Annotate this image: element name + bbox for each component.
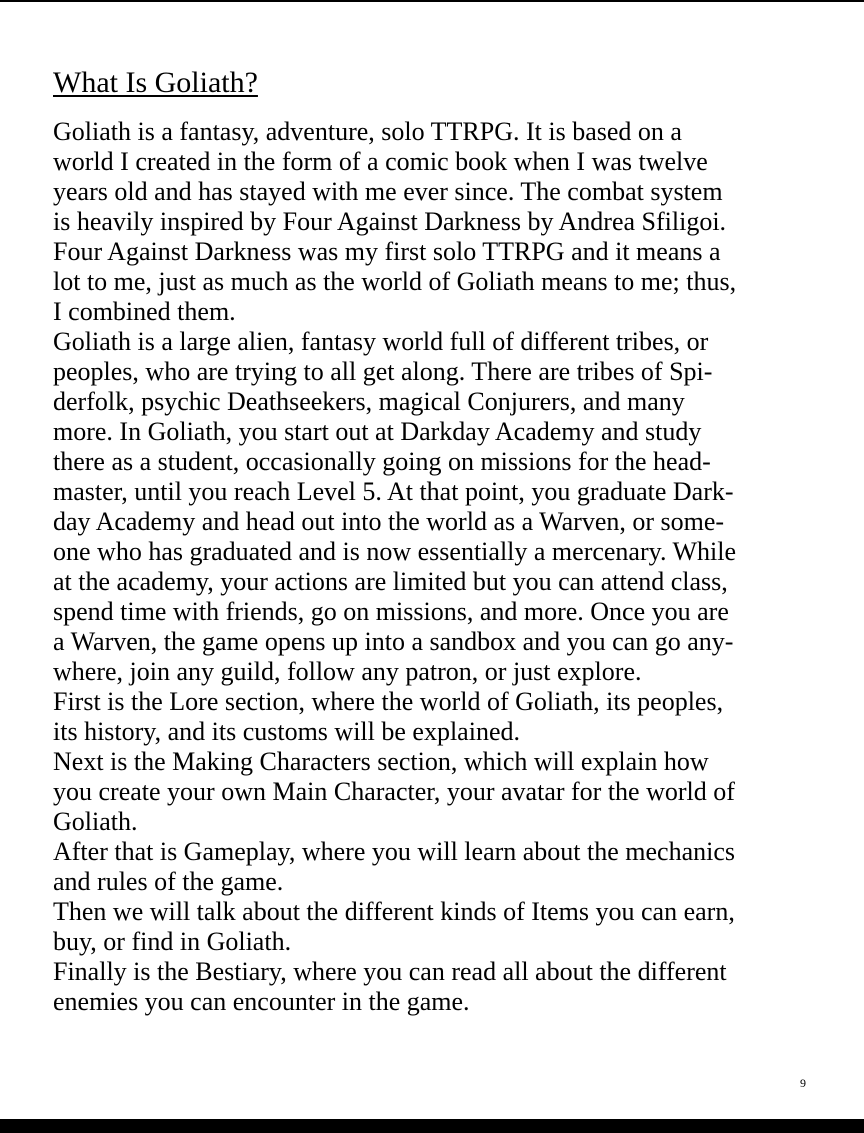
text-line: there as a student, occasionally going on missions for the head- [53,447,711,476]
page-number: 9 [800,1076,806,1090]
text-line: peoples, who are trying to all get along. There are tribes of Spi- [53,357,713,386]
text-line: and rules of the game. [53,867,284,896]
text-line: Next is the Making Characters section, which will explain how [53,747,709,776]
text-line: years old and has stayed with me ever since. The combat system [53,177,723,206]
text-line: derfolk, psychic Deathseekers, magical Conjurers, and many [53,387,685,416]
text-line: Goliath is a fantasy, adventure, solo TTRPG. It is based on a [53,117,682,146]
body-text [53,117,843,1017]
text-line: Four Against Darkness was my first solo TTRPG and it means a [53,237,721,266]
text-line: buy, or find in Goliath. [53,927,292,956]
text-line: After that is Gameplay, where you will learn about the mechanics [53,837,736,866]
text-line: master, until you reach Level 5. At that point, you graduate Dark- [53,477,734,506]
text-line: you create your own Main Character, your avatar for the world of [53,777,735,806]
text-line: Finally is the Bestiary, where you can read all about the different [53,957,727,986]
text-line: Then we will talk about the different kinds of Items you can earn, [53,897,735,926]
text-line: at the academy, your actions are limited but you can attend class, [53,567,728,596]
text-line: its history, and its customs will be explained. [53,717,520,746]
text-line: spend time with friends, go on missions, and more. Once you are [53,597,729,626]
text-line: world I created in the form of a comic book when I was twelve [53,147,708,176]
text-line: a Warven, the game opens up into a sandbox and you can go any- [53,627,734,656]
text-line: lot to me, just as much as the world of Goliath means to me; thus, [53,267,737,296]
text-line: I combined them. [53,297,236,326]
text-line: First is the Lore section, where the world of Goliath, its peoples, [53,687,724,716]
text-line: Goliath. [53,807,138,836]
text-line: one who has graduated and is now essentially a mercenary. While [53,537,736,566]
text-line: enemies you can encounter in the game. [53,987,470,1016]
document-page [0,2,864,1119]
text-line: where, join any guild, follow any patron, or just explore. [53,657,642,686]
text-line: day Academy and head out into the world as a Warven, or some- [53,507,725,536]
page-heading: What Is Goliath? [53,66,258,99]
text-line: Goliath is a large alien, fantasy world full of different tribes, or [53,327,709,356]
text-line: more. In Goliath, you start out at Darkday Academy and study [53,417,702,446]
text-line: is heavily inspired by Four Against Darkness by Andrea Sfiligoi. [53,207,727,236]
